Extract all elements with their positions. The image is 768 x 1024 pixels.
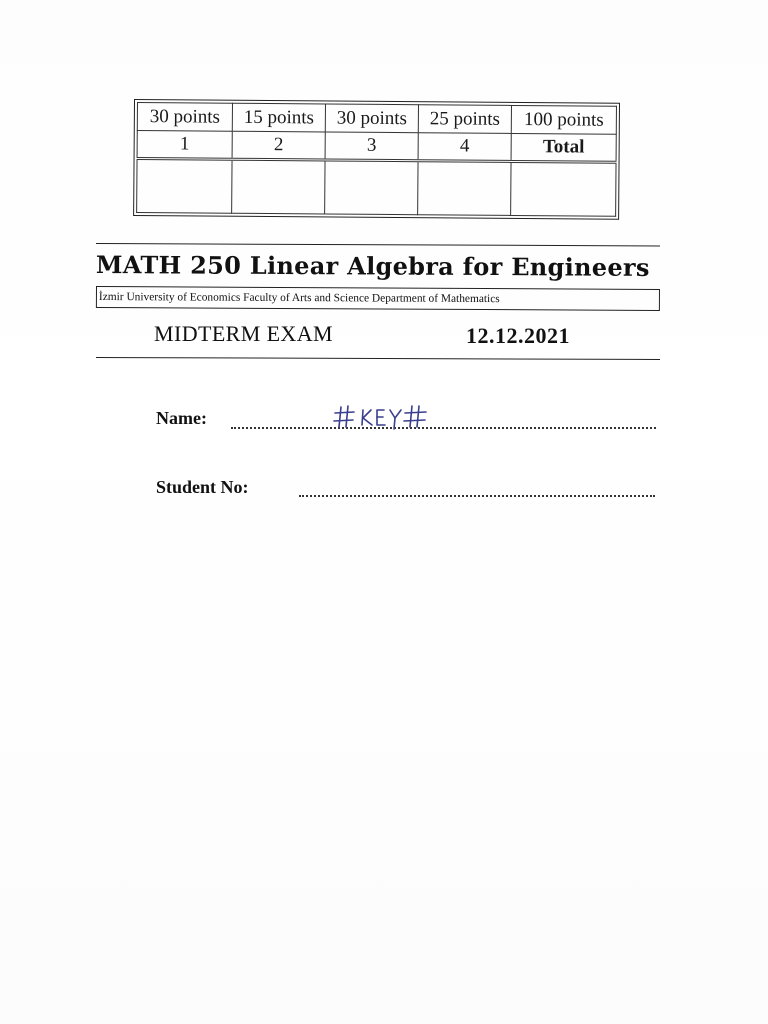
- points-cell: 30 points: [137, 103, 232, 132]
- question-number-cell: 4: [418, 133, 511, 162]
- points-cell: 25 points: [418, 105, 511, 134]
- points-row: [137, 103, 616, 135]
- student-no-label: Student No:: [156, 477, 249, 497]
- student-no-dotted-line: [299, 495, 655, 497]
- score-entry-cell: [418, 161, 511, 216]
- score-table: [136, 102, 617, 217]
- score-entry-cell: [511, 161, 616, 216]
- points-cell: 15 points: [232, 103, 325, 132]
- name-label: Name:: [156, 408, 207, 428]
- question-number-row: [137, 131, 616, 163]
- header-bottom-rule: [96, 357, 660, 360]
- handwritten-name-signature: [333, 401, 439, 431]
- total-cell: Total: [511, 133, 616, 162]
- points-cell: 30 points: [325, 104, 418, 133]
- points-cell: 100 points: [511, 105, 616, 134]
- score-entry-cell: [137, 159, 232, 214]
- score-entry-row: [137, 159, 616, 217]
- course-title: MATH 250 Linear Algebra for Engineers: [95, 250, 650, 282]
- department-line: İzmir University of Economics Faculty of Arts and Science Department of Mathematics: [96, 286, 660, 311]
- question-number-cell: 1: [137, 131, 232, 160]
- exam-title: MIDTERM EXAM: [154, 321, 333, 346]
- header-top-rule: [96, 243, 660, 246]
- name-dotted-line: [231, 427, 656, 429]
- exam-date: 12.12.2021: [466, 323, 570, 348]
- question-number-cell: 2: [232, 131, 325, 160]
- handwritten-name-text: #KEY#: [333, 401, 337, 402]
- question-number-cell: 3: [325, 132, 418, 161]
- score-entry-cell: [325, 160, 418, 215]
- score-entry-cell: [232, 159, 325, 214]
